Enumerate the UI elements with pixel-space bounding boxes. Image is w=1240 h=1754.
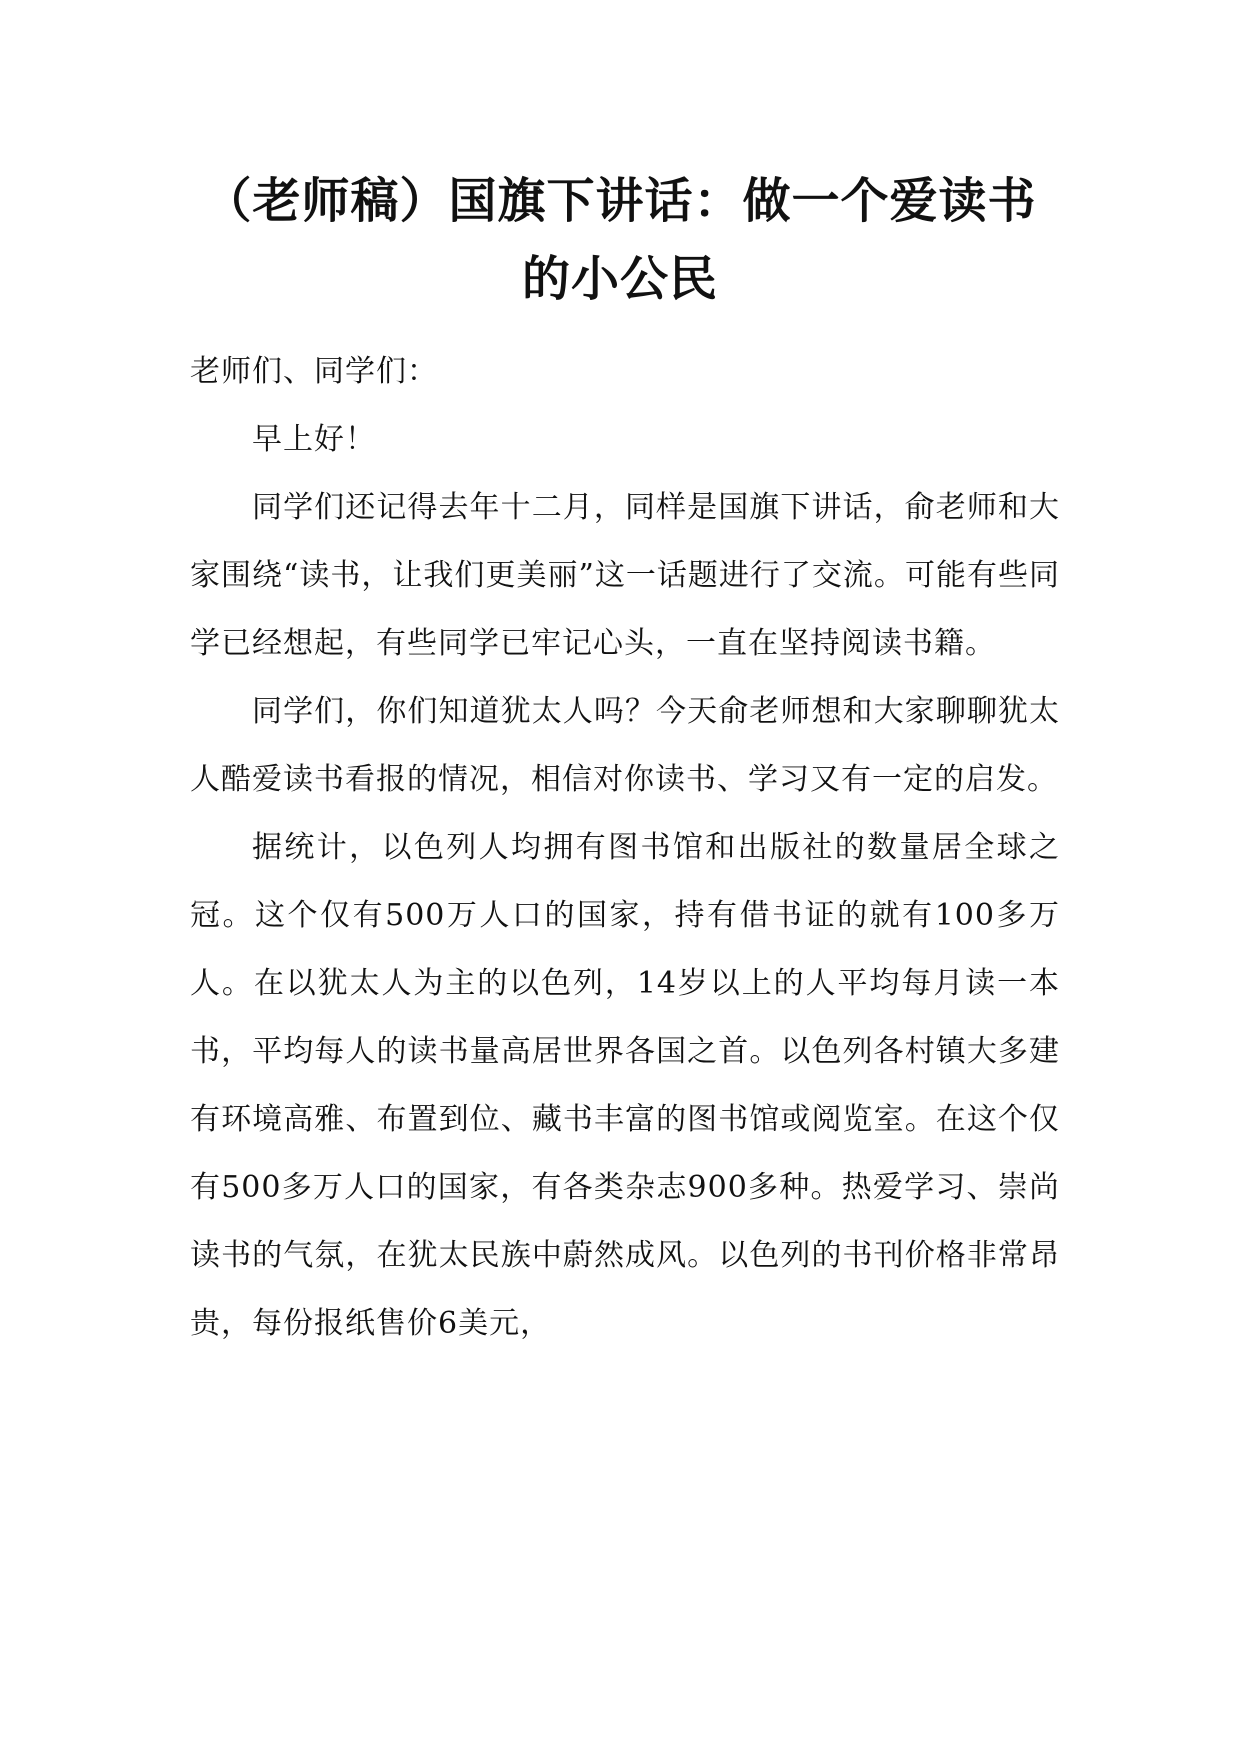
- page-title: [150, 162, 1090, 318]
- document-body: [190, 338, 1060, 1358]
- title-line-1: （老师稿）国旗下讲话：做一个爱读书: [203, 173, 1037, 229]
- paragraph-2: 同学们，你们知道犹太人吗？今天俞老师想和大家聊聊犹太人酷爱读书看报的情况，相信对你读书、学习又有一定的启发。: [190, 694, 1060, 797]
- paragraph-3: 据统计，以色列人均拥有图书馆和出版社的数量居全球之冠。这个仅有500万人口的国家，持有借书证的就有100多万人。在以犹太人为主的以色列，14岁以上的人平均每月读一本书，平均每人的读书量高居世界各国之首。以色列各村镇大多建有环境高雅、布置到位、藏书丰富的图书馆或阅览室。在这个仅有500多万人口的国家，有各类杂志900多种。热爱学习、崇尚读书的气氛，在犹太民族中蔚然成风。以色列的书刊价格非常昂贵，每份报纸售价6美元，: [190, 830, 1060, 1341]
- paragraph-1: 同学们还记得去年十二月，同样是国旗下讲话，俞老师和大家围绕“读书，让我们更美丽”这一话题进行了交流。可能有些同学已经想起，有些同学已牢记心头，一直在坚持阅读书籍。: [190, 490, 1060, 661]
- salutation: 老师们、同学们：: [190, 354, 438, 389]
- title-line-2: 的小公民: [521, 251, 718, 307]
- greeting: 早上好！: [252, 422, 376, 457]
